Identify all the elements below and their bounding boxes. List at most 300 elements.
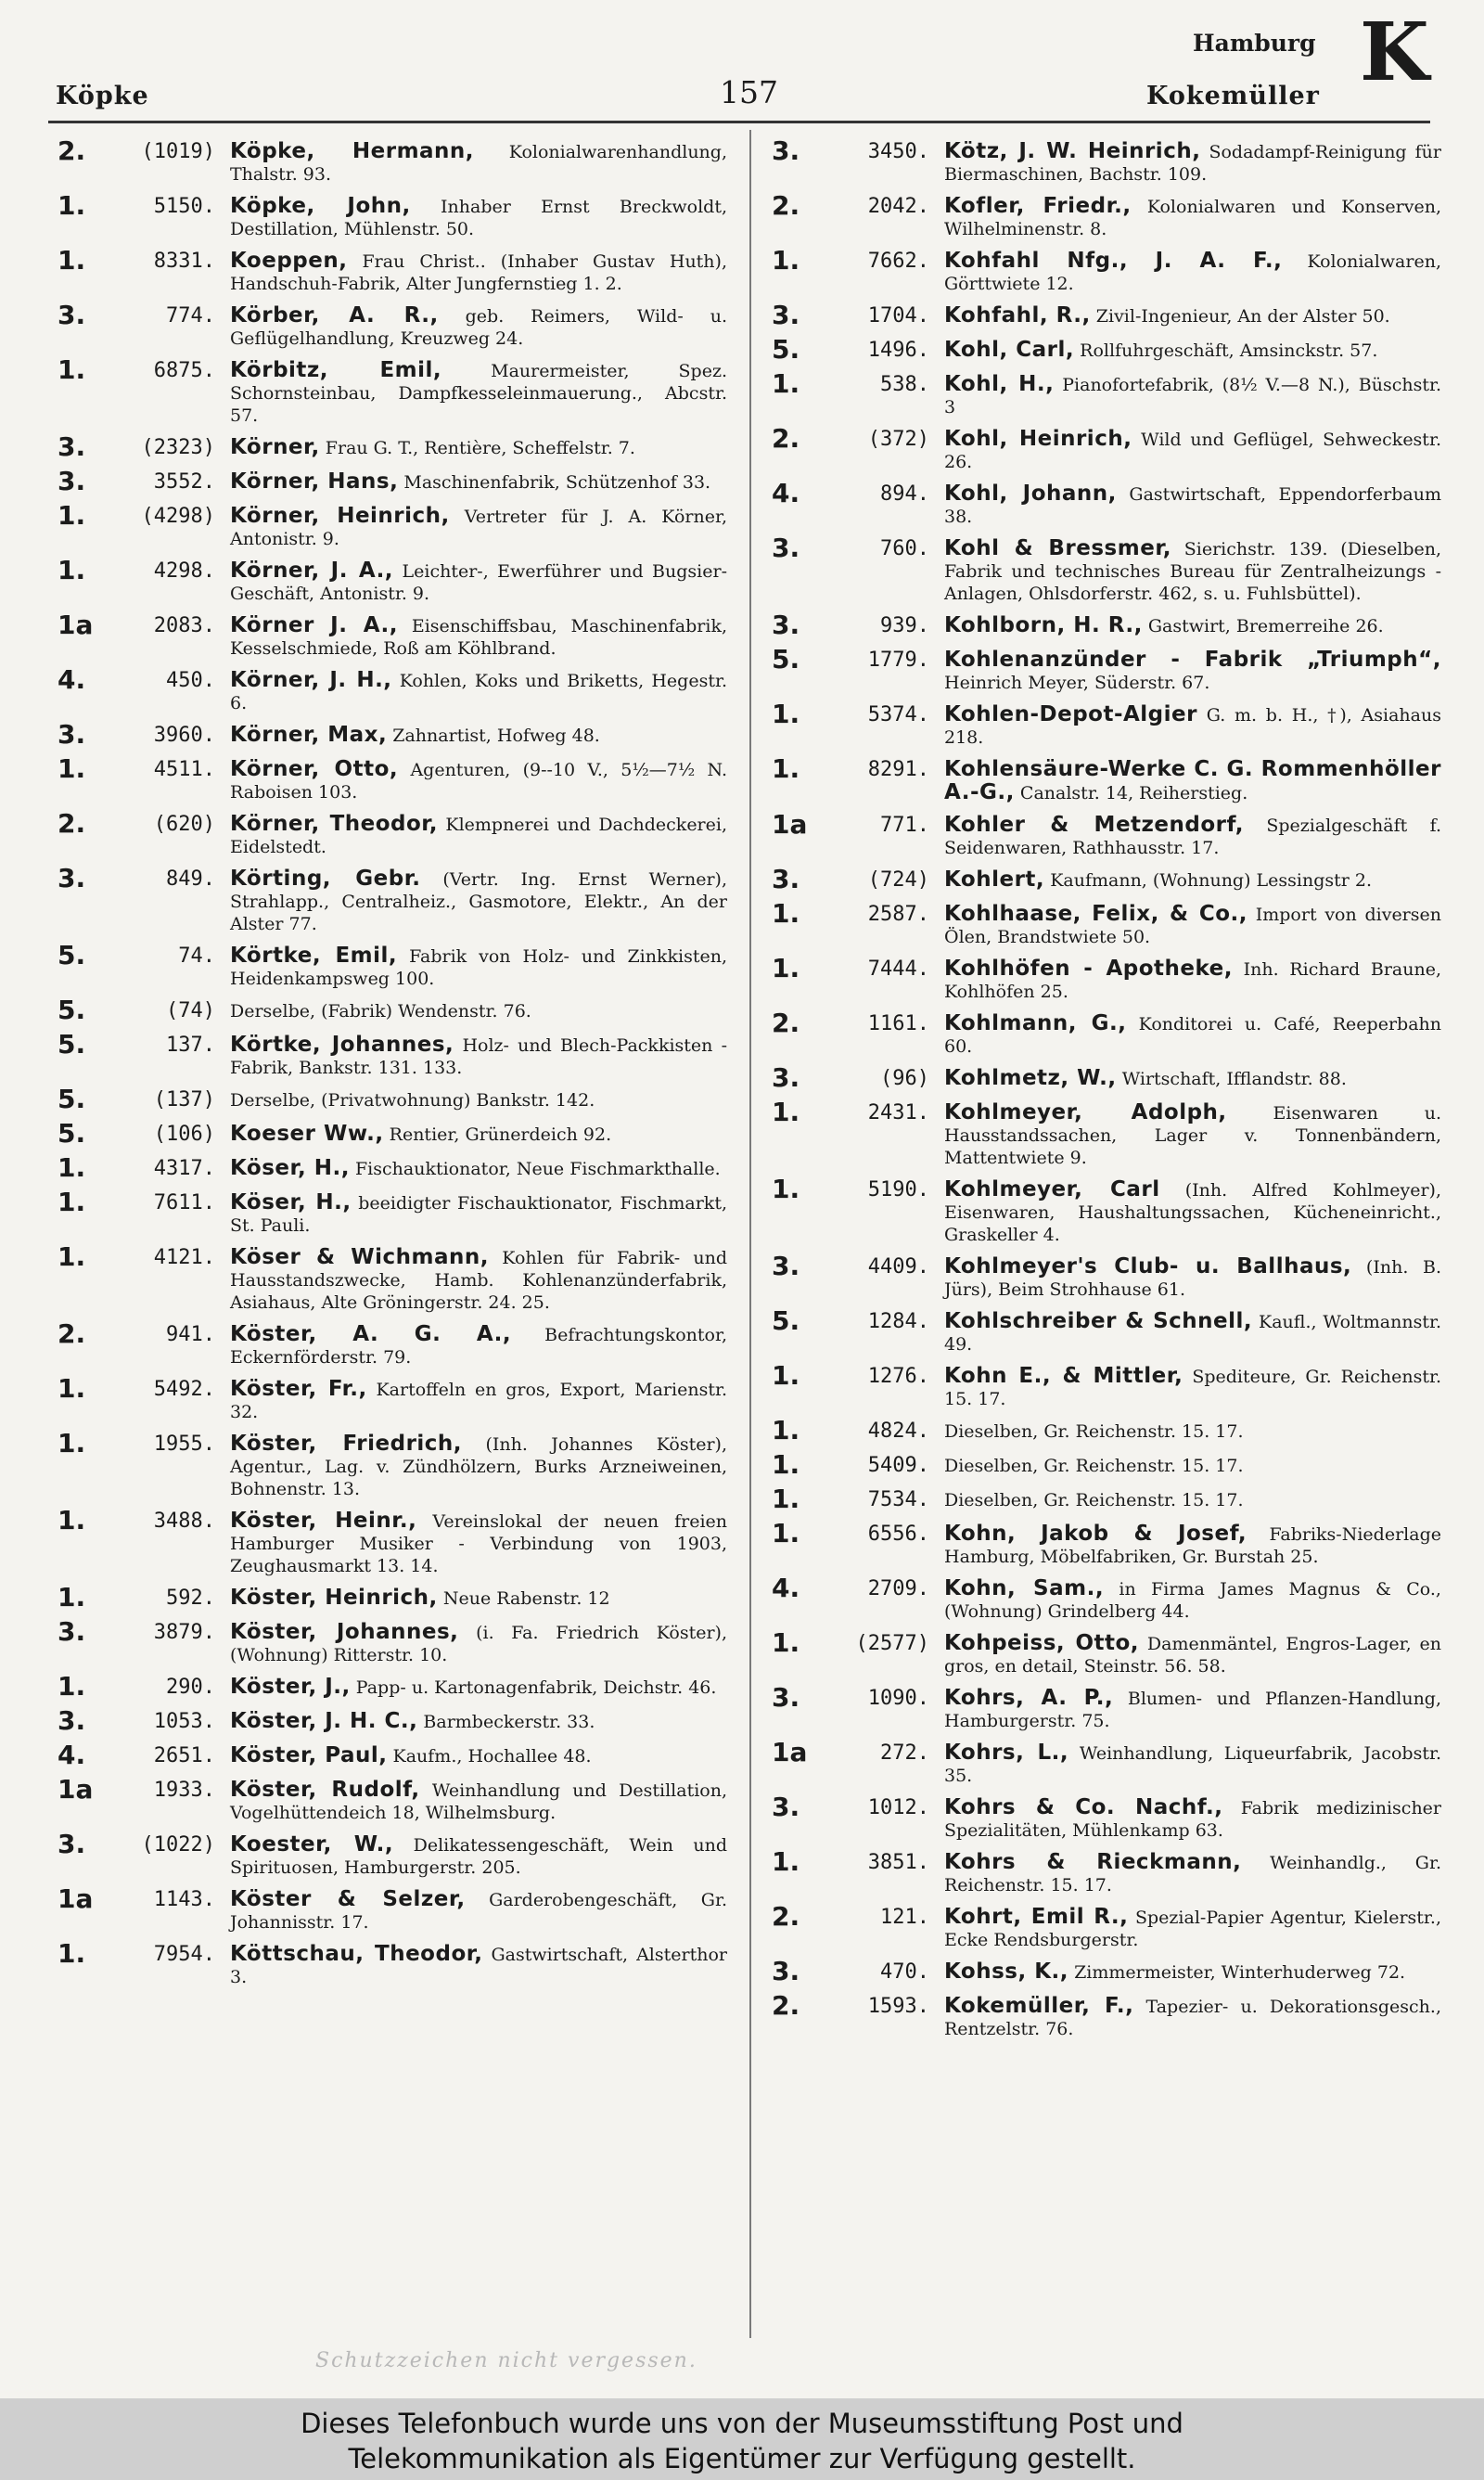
entry-name: Kohlenanzünder - Fabrik „Triumph“, xyxy=(944,648,1441,672)
entry-text xyxy=(230,1618,727,1666)
entry-details: Kohlen, Koks und Briketts, Hegestr. 6. xyxy=(230,671,727,713)
phone-number: (74) xyxy=(166,999,215,1022)
directory-entry xyxy=(48,302,727,350)
entry-text xyxy=(944,1417,1441,1443)
entry-text xyxy=(230,247,727,295)
entry-class: 4. xyxy=(58,664,86,695)
running-head-right: Kokemüller xyxy=(1146,82,1320,110)
entry-details: Kohlen für Fabrik- und Hausstandszwecke, Hamb. Kohlenanzünderfabrik, Asiahaus, Alte Gröningerstr. 24. 25. xyxy=(230,1248,727,1313)
phone-number: (1019) xyxy=(141,140,215,163)
directory-entry xyxy=(48,996,727,1024)
entry-text xyxy=(230,810,727,858)
directory-entry xyxy=(762,646,1441,694)
entry-class: 2. xyxy=(58,1318,86,1349)
phone-number: (96) xyxy=(880,1067,929,1090)
entry-name: Köster, J. H. C., xyxy=(230,1709,418,1733)
directory-entry xyxy=(762,247,1441,295)
directory-entry xyxy=(48,810,727,858)
directory-entry xyxy=(762,1684,1441,1732)
entry-details: Barmbeckerstr. 33. xyxy=(423,1712,595,1732)
phone-number: (620) xyxy=(153,813,215,836)
entry-name: Kohlen-Depot-Algier xyxy=(944,702,1197,726)
entry-name: Köster & Selzer, xyxy=(230,1887,466,1911)
directory-entry xyxy=(48,433,727,461)
phone-number: 849. xyxy=(166,867,215,891)
entry-class: 1. xyxy=(772,1360,800,1391)
entry-class: 1. xyxy=(58,1187,86,1217)
directory-entry xyxy=(762,1099,1441,1169)
entry-class: 1. xyxy=(58,1241,86,1272)
entry-text xyxy=(230,996,727,1022)
entry-details: Maschinenfabrik, Schützenhof 33. xyxy=(403,472,711,493)
entry-class: 1. xyxy=(772,1484,800,1514)
entry-text xyxy=(944,247,1441,295)
entry-name: Köttschau, Theodor, xyxy=(230,1942,483,1966)
phone-number: 450. xyxy=(166,669,215,692)
entry-details: Befrachtungskontor, Eckernförderstr. 79. xyxy=(230,1325,727,1368)
directory-entry xyxy=(762,700,1441,749)
phone-number: 939. xyxy=(880,614,929,637)
phone-number: (4298) xyxy=(141,505,215,528)
phone-number: 6556. xyxy=(867,1523,929,1546)
entry-text xyxy=(944,1520,1441,1568)
phone-number: (2323) xyxy=(141,436,215,459)
entry-name: Körner, Otto, xyxy=(230,757,399,781)
entry-name: Körbitz, Emil, xyxy=(230,358,442,382)
directory-entry xyxy=(48,942,727,990)
entry-class: 1. xyxy=(772,898,800,929)
entry-details: Eisenschiffsbau, Maschinenfabrik, Kesselschmiede, Roß am Köhlbrand. xyxy=(230,616,727,659)
phone-number: (1022) xyxy=(141,1833,215,1857)
entry-text xyxy=(230,1776,727,1824)
directory-entry xyxy=(48,1375,727,1423)
entry-details: Fabrik von Holz- und Zinkkisten, Heidenkampsweg 100. xyxy=(230,946,727,989)
entry-details: Gastwirtschaft, Eppendorferbaum 38. xyxy=(944,484,1441,527)
entry-name: Koester, W., xyxy=(230,1832,394,1857)
entry-details: Damenmäntel, Engros-Lager, en gros, en detail, Steinstr. 56. 58. xyxy=(944,1634,1441,1677)
phone-number: 8291. xyxy=(867,758,929,781)
entry-name: Kohl, H., xyxy=(944,372,1055,396)
entry-details: Weinhandlg., Gr. Reichenstr. 15. 17. xyxy=(944,1853,1441,1895)
entry-details: Agenturen, (9--10 V., 5½—7½ N. Raboisen 103. xyxy=(230,760,727,803)
entry-text xyxy=(230,1507,727,1577)
entry-details: Fischauktionator, Neue Fischmarkthalle. xyxy=(355,1159,721,1179)
entry-name: Kohl, Carl, xyxy=(944,338,1075,362)
entry-name: Körner J. A., xyxy=(230,613,398,637)
entry-class: 4. xyxy=(772,1573,800,1603)
left-column xyxy=(48,137,727,2336)
entry-class: 2. xyxy=(772,423,800,454)
entry-text xyxy=(230,1320,727,1368)
phone-number: 7662. xyxy=(867,250,929,273)
entry-details: Blumen- und Pflanzen-Handlung, Hamburgerstr. 75. xyxy=(944,1689,1441,1731)
phone-number: 760. xyxy=(880,537,929,560)
phone-number: 2042. xyxy=(867,195,929,218)
entry-text xyxy=(944,700,1441,749)
entry-class: 2. xyxy=(772,1008,800,1038)
entry-name: Kofler, Friedr., xyxy=(944,194,1132,218)
directory-entry xyxy=(762,1253,1441,1301)
entry-name: Körner, J. H., xyxy=(230,668,392,692)
phone-number: 5374. xyxy=(867,703,929,726)
directory-entry xyxy=(48,1776,727,1824)
entry-class: 2. xyxy=(58,137,86,166)
entry-details: Vereinslokal der neuen freien Hamburger Musiker - Verbindung von 1903, Zeughausmarkt 13. 14. xyxy=(230,1511,727,1576)
entry-text xyxy=(230,1243,727,1314)
directory-entry xyxy=(48,1831,727,1879)
entry-text xyxy=(944,336,1441,362)
entry-name: Kohrt, Emil R., xyxy=(944,1905,1129,1929)
entry-details: Pianofortefabrik, (8½ V.—8 N.), Büschstr. 3 xyxy=(944,375,1441,418)
entry-details: Kaufm., Hochallee 48. xyxy=(392,1746,592,1767)
directory-entry xyxy=(762,1520,1441,1568)
entry-class: 3. xyxy=(58,1705,86,1736)
phone-number: 5409. xyxy=(867,1454,929,1477)
entry-text xyxy=(944,1064,1441,1090)
phone-number: 1012. xyxy=(867,1796,929,1819)
entry-details: Zimmermeister, Winterhuderweg 72. xyxy=(1074,1962,1406,1983)
entry-text xyxy=(944,425,1441,473)
phone-number: 5190. xyxy=(867,1178,929,1201)
entry-text xyxy=(230,942,727,990)
entry-name: Kohlborn, H. R., xyxy=(944,613,1143,637)
entry-text xyxy=(230,137,727,186)
entry-class: 1. xyxy=(58,500,86,531)
entry-details: Papp- u. Kartonagenfabrik, Deichstr. 46. xyxy=(355,1677,717,1698)
entry-text xyxy=(944,370,1441,418)
entry-name: Körner, Theodor, xyxy=(230,812,438,836)
entry-text xyxy=(944,866,1441,892)
entry-text xyxy=(230,1885,727,1934)
directory-entry xyxy=(762,1992,1441,2040)
entry-text xyxy=(944,900,1441,948)
directory-entry xyxy=(762,900,1441,948)
phone-number: 7611. xyxy=(153,1191,215,1214)
phone-number: 1143. xyxy=(153,1888,215,1911)
entry-class: 4. xyxy=(58,1740,86,1770)
entry-details: Eisenwaren u. Hausstandssachen, Lager v. Tonnenbändern, Mattentwiete 9. xyxy=(944,1103,1441,1168)
entry-name: Kohlmeyer's Club- u. Ballhaus, xyxy=(944,1254,1352,1279)
entry-name: Kokemüller, F., xyxy=(944,1994,1134,2018)
entry-text xyxy=(230,1154,727,1180)
entry-class: 3. xyxy=(58,863,86,893)
entry-name: Kohn, Jakob & Josef, xyxy=(944,1522,1247,1546)
entry-name: Kohlschreiber & Schnell, xyxy=(944,1309,1253,1333)
entry-class: 1. xyxy=(58,1373,86,1404)
entry-name: Kohfahl, R., xyxy=(944,303,1091,328)
footer-line-1: Dieses Telefonbuch wurde uns von der Museumsstiftung Post und xyxy=(301,2408,1183,2439)
entry-details: (Inh. Johannes Köster), Agentur., Lag. v. Zündhölzern, Burks Arzneiweinen, Bohnenstr. 13. xyxy=(230,1434,727,1499)
phone-number: (2577) xyxy=(855,1632,929,1655)
entry-name: Köser, H., xyxy=(230,1190,352,1214)
entry-text xyxy=(944,1009,1441,1058)
phone-number: 121. xyxy=(880,1906,929,1929)
directory-entry xyxy=(762,336,1441,364)
phone-number: 2709. xyxy=(867,1577,929,1600)
entry-name: Körner, J. A., xyxy=(230,559,394,583)
entry-class: 3. xyxy=(772,1251,800,1281)
directory-entry xyxy=(762,755,1441,804)
entry-class: 5. xyxy=(772,334,800,365)
entry-class: 3. xyxy=(772,1956,800,1986)
entry-name: Kötz, J. W. Heinrich, xyxy=(944,139,1201,163)
directory-entry xyxy=(48,1120,727,1148)
entry-class: 1. xyxy=(58,354,86,385)
entry-details: in Firma James Magnus & Co., (Wohnung) Grindelberg 44. xyxy=(944,1579,1441,1622)
entry-name: Köser, H., xyxy=(230,1156,350,1180)
phone-number: 4298. xyxy=(153,559,215,583)
directory-entry xyxy=(762,866,1441,893)
directory-entry xyxy=(48,865,727,935)
entry-details: Klempnerei und Dachdeckerei, Eidelstedt. xyxy=(230,815,727,857)
directory-entry xyxy=(762,1903,1441,1951)
entry-class: 1. xyxy=(58,190,86,221)
entry-class: 1. xyxy=(772,1449,800,1480)
entry-text xyxy=(944,192,1441,240)
entry-class: 5. xyxy=(58,995,86,1025)
entry-name: Köster, Heinrich, xyxy=(230,1586,438,1610)
entry-text xyxy=(944,534,1441,605)
entry-name: Kohrs, L., xyxy=(944,1741,1069,1765)
entry-class: 2. xyxy=(772,1990,800,2021)
entry-name: Kohlmeyer, Carl xyxy=(944,1177,1160,1201)
entry-details: Holz- und Blech-Packkisten - Fabrik, Bankstr. 131. 133. xyxy=(230,1035,727,1078)
directory-entry xyxy=(48,1243,727,1314)
entry-details: Gastwirt, Bremerreihe 26. xyxy=(1147,616,1384,636)
directory-entry xyxy=(762,1176,1441,1246)
directory-entry xyxy=(762,1958,1441,1985)
directory-entry xyxy=(48,755,727,803)
entry-class: 3. xyxy=(772,1792,800,1822)
entry-details: Weinhandlung, Liqueurfabrik, Jacobstr. 35. xyxy=(944,1743,1441,1786)
entry-text xyxy=(944,1176,1441,1246)
entry-name: Kohlmeyer, Adolph, xyxy=(944,1100,1227,1124)
phone-number: 1284. xyxy=(867,1310,929,1333)
entry-details: (Inh. B. Jürs), Beim Strohhause 61. xyxy=(944,1257,1441,1300)
phone-number: 941. xyxy=(166,1323,215,1346)
entry-text xyxy=(230,1430,727,1500)
entry-text xyxy=(230,1741,727,1767)
entry-class: 3. xyxy=(772,864,800,894)
entry-details: Frau Christ.. (Inhaber Gustav Huth), Handschuh-Fabrik, Alter Jungfernstieg 1. 2. xyxy=(230,251,727,294)
entry-text xyxy=(944,1574,1441,1623)
directory-entry xyxy=(48,721,727,749)
entry-text xyxy=(944,1451,1441,1477)
entry-class: 1. xyxy=(58,753,86,784)
entry-details: Leichter-, Ewerführer und Bugsier-Geschäft, Antonistr. 9. xyxy=(230,561,727,604)
directory-entry xyxy=(762,1362,1441,1410)
entry-details: Heinrich Meyer, Süderstr. 67. xyxy=(944,673,1210,693)
entry-name: Kohn, Sam., xyxy=(944,1576,1105,1600)
directory-entry xyxy=(762,192,1441,240)
entry-text xyxy=(230,611,727,660)
entry-details: Rollfuhrgeschäft, Amsinckstr. 57. xyxy=(1080,341,1378,361)
entry-text xyxy=(944,1992,1441,2040)
phone-number: 1276. xyxy=(867,1365,929,1388)
entry-details: Zivil-Ingenieur, An der Alster 50. xyxy=(1095,306,1390,327)
directory-entry xyxy=(48,1707,727,1735)
section-letter: K xyxy=(1360,6,1429,99)
entry-name: Köpke, John, xyxy=(230,194,411,218)
entry-details: (i. Fa. Friedrich Köster), (Wohnung) Ritterstr. 10. xyxy=(230,1623,727,1665)
entry-name: Kohler & Metzendorf, xyxy=(944,813,1244,837)
directory-entry xyxy=(48,468,727,495)
entry-details: Spezial-Papier Agentur, Kielerstr., Ecke Rendsburgerstr. xyxy=(944,1908,1441,1950)
directory-entry xyxy=(762,1485,1441,1513)
footer-banner xyxy=(0,2398,1484,2480)
entry-text xyxy=(944,955,1441,1003)
directory-entry xyxy=(762,425,1441,473)
directory-entry xyxy=(48,1507,727,1577)
entry-class: 1. xyxy=(58,555,86,585)
entry-class: 2. xyxy=(58,808,86,839)
entry-text xyxy=(944,302,1441,328)
entry-name: Körner, Hans, xyxy=(230,469,399,494)
entry-text xyxy=(230,1031,727,1079)
entry-details: Import von diversen Ölen, Brandstwiete 50. xyxy=(944,905,1441,947)
phone-number: (372) xyxy=(867,428,929,451)
entry-text xyxy=(944,1307,1441,1356)
phone-number: 1496. xyxy=(867,339,929,362)
entry-text xyxy=(944,137,1441,186)
phone-number: 3960. xyxy=(153,724,215,747)
entry-class: 3. xyxy=(58,719,86,750)
entry-class: 1. xyxy=(58,1152,86,1183)
entry-text xyxy=(230,502,727,550)
entry-class: 3. xyxy=(58,466,86,496)
directory-entry xyxy=(762,1307,1441,1356)
phone-number: 137. xyxy=(166,1034,215,1057)
entry-text xyxy=(230,1940,727,1988)
directory-entry xyxy=(48,611,727,660)
entry-class: 1. xyxy=(58,1428,86,1458)
entry-class: 2. xyxy=(772,190,800,221)
entry-details: Spediteure, Gr. Reichenstr. 15. 17. xyxy=(944,1367,1441,1409)
entry-class: 1a xyxy=(58,1883,94,1914)
entry-text xyxy=(230,1375,727,1423)
phone-number: 272. xyxy=(880,1741,929,1765)
directory-entry xyxy=(48,1741,727,1769)
phone-number: 894. xyxy=(880,482,929,506)
entry-name: Köster, A. G. A., xyxy=(230,1322,512,1346)
entry-details: Garderobengeschäft, Gr. Johannisstr. 17. xyxy=(230,1890,727,1933)
directory-entry xyxy=(48,137,727,186)
entry-name: Kohlhöfen - Apotheke, xyxy=(944,957,1233,981)
phone-number: 2587. xyxy=(867,903,929,926)
phone-number: 3851. xyxy=(867,1851,929,1874)
entry-class: 1a xyxy=(58,1774,94,1805)
entry-class: 3. xyxy=(772,533,800,563)
entry-class: 5. xyxy=(58,1118,86,1149)
phone-number: 538. xyxy=(880,373,929,396)
directory-entry xyxy=(762,1848,1441,1896)
entry-text xyxy=(944,1903,1441,1951)
entry-name: Köster, Rudolf, xyxy=(230,1778,420,1802)
entry-name: Köpke, Hermann, xyxy=(230,139,475,163)
entry-details: Konditorei u. Café, Reeperbahn 60. xyxy=(944,1014,1441,1057)
entry-class: 5. xyxy=(58,1029,86,1060)
entry-name: Kohpeiss, Otto, xyxy=(944,1631,1140,1655)
entry-text xyxy=(944,1793,1441,1842)
entry-name: Kohss, K., xyxy=(944,1960,1069,1984)
entry-class: 1. xyxy=(772,1097,800,1127)
directory-entry xyxy=(762,1417,1441,1445)
entry-name: Kohrs & Rieckmann, xyxy=(944,1850,1242,1874)
entry-text xyxy=(944,480,1441,528)
entry-name: Körber, A. R., xyxy=(230,303,439,328)
phone-number: 74. xyxy=(178,944,215,968)
entry-class: 5. xyxy=(772,1305,800,1336)
phone-number: 1955. xyxy=(153,1433,215,1456)
directory-entry xyxy=(48,502,727,550)
entry-text xyxy=(944,1253,1441,1301)
directory-entry xyxy=(762,1009,1441,1058)
entry-details: Inhaber Ernst Breckwoldt, Destillation, Mühlenstr. 50. xyxy=(230,197,727,239)
entry-text xyxy=(230,1707,727,1733)
entry-name: Körner, xyxy=(230,435,320,459)
entry-class: 2. xyxy=(772,1901,800,1932)
entry-class: 1. xyxy=(772,953,800,983)
phone-number: 4121. xyxy=(153,1246,215,1269)
directory-entry xyxy=(762,370,1441,418)
entry-text xyxy=(230,1673,727,1699)
entry-details: Derselbe, (Fabrik) Wendenstr. 76. xyxy=(230,1001,531,1022)
entry-name: Körner, Max, xyxy=(230,723,388,747)
entry-text xyxy=(944,1485,1441,1511)
entry-text xyxy=(944,1848,1441,1896)
phone-number: 1704. xyxy=(867,304,929,328)
entry-details: Maurermeister, Spez. Schornsteinbau, Dampfkesseleinmauerung., Abcstr. 57. xyxy=(230,361,727,426)
directory-entry xyxy=(762,811,1441,859)
phone-number: 1053. xyxy=(153,1710,215,1733)
directory-entry xyxy=(48,1940,727,1988)
entry-text xyxy=(944,611,1441,637)
phone-number: (106) xyxy=(153,1123,215,1146)
entry-details: Kolonialwaren und Konserven, Wilhelminenstr. 8. xyxy=(944,197,1441,239)
entry-class: 4. xyxy=(772,478,800,508)
entry-class: 3. xyxy=(772,137,800,166)
entry-text xyxy=(944,1684,1441,1732)
phone-number: 1593. xyxy=(867,1995,929,2018)
entry-details: Dieselben, Gr. Reichenstr. 15. 17. xyxy=(944,1456,1244,1476)
directory-entry xyxy=(762,1064,1441,1092)
entry-details: Vertreter für J. A. Körner, Antonistr. 9. xyxy=(230,507,727,549)
entry-text xyxy=(230,356,727,427)
entry-class: 1. xyxy=(58,1582,86,1613)
entry-name: Köser & Wichmann, xyxy=(230,1245,490,1269)
phone-number: 5492. xyxy=(153,1378,215,1401)
entry-name: Kohl, Johann, xyxy=(944,482,1117,506)
entry-details: (Inh. Alfred Kohlmeyer), Eisenwaren, Haushaltungssachen, Kücheneinricht., Graskeller 4. xyxy=(944,1180,1441,1245)
directory-entry xyxy=(762,1629,1441,1677)
footer-line-2: Telekommunikation als Eigentümer zur Verfügung gestellt. xyxy=(348,2443,1136,2474)
entry-details: Fabrik medizinischer Spezialitäten, Mühlenkamp 63. xyxy=(944,1798,1441,1841)
entry-class: 1. xyxy=(58,245,86,276)
entry-class: 3. xyxy=(58,1829,86,1859)
phone-number: 470. xyxy=(880,1960,929,1984)
entry-text xyxy=(944,1362,1441,1410)
entry-details: Inh. Richard Braune, Kohlhöfen 25. xyxy=(944,959,1441,1002)
entry-class: 1. xyxy=(58,1938,86,1969)
directory-entry xyxy=(48,1430,727,1500)
directory-entry xyxy=(48,1031,727,1079)
entry-details: Kolonialwarenhandlung, Thalstr. 93. xyxy=(230,142,727,185)
directory-entry xyxy=(48,557,727,605)
entry-text xyxy=(944,1958,1441,1984)
entry-details: Dieselben, Gr. Reichenstr. 15. 17. xyxy=(944,1421,1244,1442)
entry-class: 3. xyxy=(772,1682,800,1713)
entry-class: 1. xyxy=(772,699,800,729)
